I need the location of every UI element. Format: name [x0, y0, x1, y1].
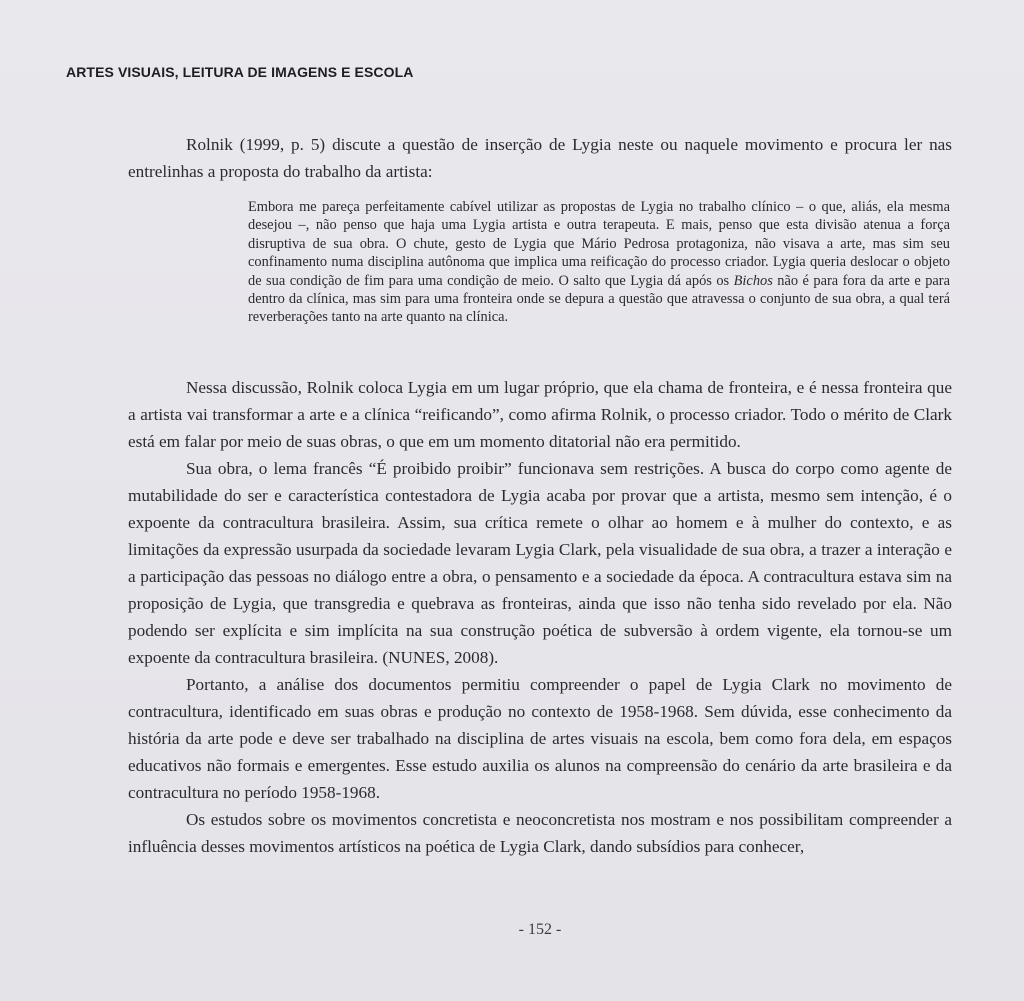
page-number: - 152 - [518, 921, 562, 938]
quote-italic-title: Bichos [733, 272, 773, 289]
body-paragraph-2: Sua obra, o lema francês “É proibido proibir” funcionava sem restrições. A busca do corpo como agente de mutabilidade do ser e característica contestadora de Lygia acaba por provar que a artista, mesmo sem intenção, é o expoente da contracultura brasileira. Assim, sua crítica remete o olhar ao homem e à mulher do contexto, e as limitações da expressão usurpada da sociedade levaram Lygia Clark, pela visualidade de sua obra, a trazer a interação e a participação das pessoas no diálogo entre a obra, o pensamento e a sociedade da época. A contracultura estava sim na proposição de Lygia, que transgredia e quebrava as fronteiras, ainda que isso não tenha sido revelado por ela. Não podendo ser explícita e sim implícita na sua construção poética de subversão à ordem vigente, ela tornou-se um expoente da contracultura brasileira. (NUNES, 2008). [128, 459, 952, 667]
main-text [128, 374, 952, 860]
body-paragraph-1: Nessa discussão, Rolnik coloca Lygia em um lugar próprio, que ela chama de fronteira, e é nessa fronteira que a artista vai transformar a arte e a clínica “reificando”, como afirma Rolnik, o processo criador. Todo o mérito de Clark está em falar por meio de suas obras, o que em um momento ditatorial não era permitido. [128, 378, 952, 451]
quote-text-after: não é para fora da arte e para dentro da clínica, mas sim para uma fronteira onde se depura a questão que atravessa o conjunto de sua obra, a qual terá reverberações tanto na arte quanto na clínica. [248, 272, 950, 326]
intro-section [128, 131, 952, 185]
block-quote [248, 198, 950, 327]
body-paragraph-3: Portanto, a análise dos documentos permitiu compreender o papel de Lygia Clark no movimento de contracultura, identificado em suas obras e produção no contexto de 1958-1968. Sem dúvida, esse conhecimento da história da arte pode e deve ser trabalhado na disciplina de artes visuais na escola, bem como fora dela, em espaços educativos não formais e emergentes. Esse estudo auxilia os alunos na compreensão do cenário da arte brasileira e da contracultura no período 1958-1968. [128, 675, 952, 802]
block-quote-text [248, 198, 950, 327]
quote-text-before: Embora me pareça perfeitamente cabível utilizar as propostas de Lygia no trabalho clínico – o que, aliás, ela mesma desejou –, não penso que haja uma Lygia artista e outra terapeuta. E mais, penso que esta divisão atenua a força disruptiva de sua obra. O chute, gesto de Lygia que Mário Pedrosa protagoniza, não visava a arte, mas sim seu confinamento numa disciplina autônoma que implica uma reificação do processo criador. Lygia queria deslocar o objeto de sua condição de fim para uma condição de meio. O salto que Lygia dá após os [248, 199, 950, 289]
running-head: ARTES VISUAIS, LEITURA DE IMAGENS E ESCOLA [66, 64, 414, 80]
body-paragraph-4: Os estudos sobre os movimentos concretista e neoconcretista nos mostram e nos possibilitam compreender a influência desses movimentos artísticos na poética de Lygia Clark, dando subsídios para conhecer, [128, 810, 952, 856]
intro-paragraph: Rolnik (1999, p. 5) discute a questão de inserção de Lygia neste ou naquele movimento e procura ler nas entrelinhas a proposta do trabalho da artista: [128, 135, 952, 181]
